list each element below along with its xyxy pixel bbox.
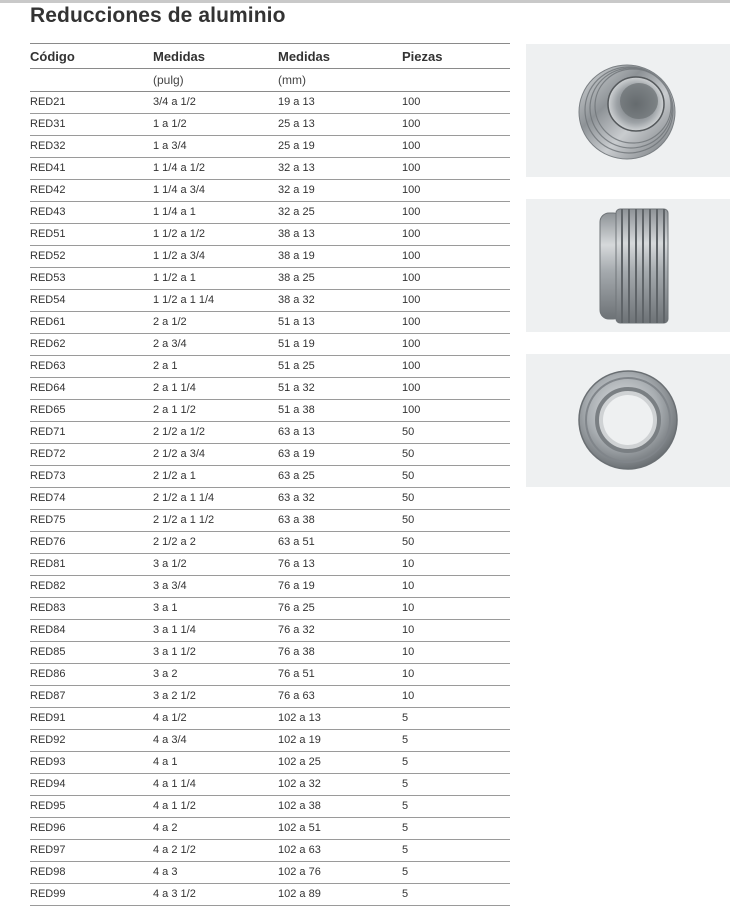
cell-codigo: RED76 — [30, 536, 66, 548]
cell-piezas: 50 — [402, 492, 415, 504]
cell-medidas-pulg: 2 1/2 a 1/2 — [153, 426, 205, 438]
table-row — [30, 444, 510, 466]
cell-medidas-pulg: 1 1/2 a 1 — [153, 272, 196, 284]
cell-medidas-pulg: 1 1/4 a 1 — [153, 206, 196, 218]
cell-piezas: 100 — [402, 206, 421, 218]
cell-medidas-mm: 38 a 32 — [278, 294, 315, 306]
cell-codigo: RED21 — [30, 96, 66, 108]
cell-medidas-mm: 102 a 76 — [278, 866, 321, 878]
table-row — [30, 400, 510, 422]
header-piezas: Piezas — [402, 49, 443, 64]
cell-medidas-pulg: 2 1/2 a 1 — [153, 470, 196, 482]
cell-medidas-mm: 32 a 13 — [278, 162, 315, 174]
cell-medidas-mm: 76 a 38 — [278, 646, 315, 658]
cell-piezas: 10 — [402, 602, 415, 614]
cell-medidas-mm: 63 a 19 — [278, 448, 315, 460]
cell-codigo: RED74 — [30, 492, 66, 504]
cell-codigo: RED81 — [30, 558, 66, 570]
table-row — [30, 708, 510, 730]
cell-piezas: 10 — [402, 668, 415, 680]
cell-piezas: 100 — [402, 96, 421, 108]
table-row — [30, 202, 510, 224]
table-row — [30, 378, 510, 400]
header-medidas-pulg: Medidas — [153, 49, 206, 64]
table-row — [30, 664, 510, 686]
cell-medidas-pulg: 2 a 1 — [153, 360, 178, 372]
cell-codigo: RED64 — [30, 382, 66, 394]
cell-medidas-pulg: 3 a 1 1/2 — [153, 646, 196, 658]
cell-medidas-pulg: 1 a 1/2 — [153, 118, 187, 130]
cell-medidas-mm: 38 a 19 — [278, 250, 315, 262]
table-row — [30, 246, 510, 268]
cell-piezas: 100 — [402, 228, 421, 240]
cell-medidas-mm: 63 a 38 — [278, 514, 315, 526]
cell-codigo: RED75 — [30, 514, 66, 526]
table-row — [30, 466, 510, 488]
cell-codigo: RED82 — [30, 580, 66, 592]
cell-piezas: 5 — [402, 844, 409, 856]
header-medidas-mm: Medidas — [278, 49, 331, 64]
cell-medidas-pulg: 1 1/2 a 1/2 — [153, 228, 205, 240]
cell-codigo: RED32 — [30, 140, 66, 152]
cell-medidas-mm: 32 a 25 — [278, 206, 315, 218]
cell-medidas-mm: 102 a 32 — [278, 778, 321, 790]
table-body — [30, 92, 510, 906]
cell-medidas-mm: 63 a 32 — [278, 492, 315, 504]
cell-piezas: 5 — [402, 756, 409, 768]
table-row — [30, 356, 510, 378]
cell-medidas-pulg: 2 1/2 a 1 1/4 — [153, 492, 215, 504]
cell-medidas-pulg: 2 1/2 a 2 — [153, 536, 196, 548]
subheader-mm: (mm) — [278, 73, 306, 87]
cell-piezas: 50 — [402, 536, 415, 548]
cell-medidas-mm: 76 a 25 — [278, 602, 315, 614]
cell-medidas-pulg: 4 a 2 — [153, 822, 178, 834]
table-row — [30, 510, 510, 532]
cell-piezas: 10 — [402, 646, 415, 658]
cell-medidas-pulg: 2 a 3/4 — [153, 338, 187, 350]
cell-medidas-mm: 32 a 19 — [278, 184, 315, 196]
cell-piezas: 100 — [402, 360, 421, 372]
cell-piezas: 100 — [402, 316, 421, 328]
table-row — [30, 840, 510, 862]
cell-medidas-mm: 76 a 13 — [278, 558, 315, 570]
cell-medidas-pulg: 4 a 1 — [153, 756, 178, 768]
cell-codigo: RED63 — [30, 360, 66, 372]
cell-medidas-pulg: 2 a 1 1/4 — [153, 382, 196, 394]
cell-medidas-pulg: 4 a 1 1/4 — [153, 778, 196, 790]
table-row — [30, 774, 510, 796]
table-row — [30, 554, 510, 576]
table-row — [30, 818, 510, 840]
table-row — [30, 290, 510, 312]
cell-piezas: 100 — [402, 250, 421, 262]
table-row — [30, 422, 510, 444]
cell-piezas: 100 — [402, 294, 421, 306]
cell-medidas-pulg: 1 1/2 a 1 1/4 — [153, 294, 215, 306]
cell-medidas-pulg: 2 1/2 a 3/4 — [153, 448, 205, 460]
cell-codigo: RED42 — [30, 184, 66, 196]
table-row — [30, 158, 510, 180]
cell-piezas: 100 — [402, 184, 421, 196]
cell-medidas-mm: 102 a 51 — [278, 822, 321, 834]
cell-medidas-pulg: 3 a 1/2 — [153, 558, 187, 570]
cell-codigo: RED83 — [30, 602, 66, 614]
cell-medidas-mm: 38 a 13 — [278, 228, 315, 240]
cell-codigo: RED97 — [30, 844, 66, 856]
cell-piezas: 50 — [402, 448, 415, 460]
cell-piezas: 50 — [402, 514, 415, 526]
cell-medidas-pulg: 3 a 1 1/4 — [153, 624, 196, 636]
cell-piezas: 10 — [402, 580, 415, 592]
cell-codigo: RED43 — [30, 206, 66, 218]
cell-piezas: 50 — [402, 470, 415, 482]
cell-piezas: 100 — [402, 382, 421, 394]
cell-medidas-pulg: 1 1/2 a 3/4 — [153, 250, 205, 262]
cell-piezas: 5 — [402, 866, 409, 878]
table-row — [30, 224, 510, 246]
page-title: Reducciones de aluminio — [30, 4, 286, 27]
cell-medidas-mm: 19 a 13 — [278, 96, 315, 108]
cell-medidas-mm: 51 a 25 — [278, 360, 315, 372]
reducer-angled-image — [526, 44, 730, 177]
table-row — [30, 488, 510, 510]
table-row — [30, 532, 510, 554]
cell-codigo: RED94 — [30, 778, 66, 790]
cell-piezas: 100 — [402, 118, 421, 130]
cell-medidas-mm: 38 a 25 — [278, 272, 315, 284]
table-row — [30, 642, 510, 664]
cell-medidas-pulg: 2 1/2 a 1 1/2 — [153, 514, 215, 526]
cell-piezas: 5 — [402, 778, 409, 790]
cell-medidas-mm: 76 a 51 — [278, 668, 315, 680]
table-row — [30, 312, 510, 334]
table-row — [30, 268, 510, 290]
cell-codigo: RED85 — [30, 646, 66, 658]
cell-medidas-mm: 102 a 63 — [278, 844, 321, 856]
table-subheader — [30, 69, 510, 92]
cell-medidas-pulg: 1 a 3/4 — [153, 140, 187, 152]
cell-medidas-mm: 76 a 63 — [278, 690, 315, 702]
cell-medidas-pulg: 2 a 1 1/2 — [153, 404, 196, 416]
cell-piezas: 100 — [402, 338, 421, 350]
cell-piezas: 5 — [402, 822, 409, 834]
cell-piezas: 100 — [402, 404, 421, 416]
cell-medidas-pulg: 4 a 2 1/2 — [153, 844, 196, 856]
cell-codigo: RED73 — [30, 470, 66, 482]
table-header — [30, 43, 510, 69]
cell-medidas-mm: 102 a 25 — [278, 756, 321, 768]
cell-medidas-mm: 25 a 13 — [278, 118, 315, 130]
cell-piezas: 5 — [402, 888, 409, 900]
reducer-side-image — [526, 199, 730, 332]
table-row — [30, 92, 510, 114]
cell-medidas-pulg: 3/4 a 1/2 — [153, 96, 196, 108]
top-rule — [0, 0, 730, 3]
table-row — [30, 686, 510, 708]
cell-medidas-mm: 51 a 19 — [278, 338, 315, 350]
reducer-front-photo — [526, 354, 730, 487]
cell-codigo: RED54 — [30, 294, 66, 306]
cell-piezas: 5 — [402, 800, 409, 812]
cell-codigo: RED98 — [30, 866, 66, 878]
table-row — [30, 730, 510, 752]
cell-codigo: RED96 — [30, 822, 66, 834]
cell-piezas: 5 — [402, 712, 409, 724]
cell-codigo: RED72 — [30, 448, 66, 460]
cell-medidas-pulg: 4 a 3 1/2 — [153, 888, 196, 900]
cell-codigo: RED87 — [30, 690, 66, 702]
cell-codigo: RED51 — [30, 228, 66, 240]
cell-codigo: RED92 — [30, 734, 66, 746]
table-row — [30, 180, 510, 202]
table-row — [30, 752, 510, 774]
cell-medidas-pulg: 4 a 1/2 — [153, 712, 187, 724]
cell-piezas: 5 — [402, 734, 409, 746]
cell-medidas-pulg: 1 1/4 a 3/4 — [153, 184, 205, 196]
table-row — [30, 620, 510, 642]
cell-medidas-pulg: 1 1/4 a 1/2 — [153, 162, 205, 174]
product-table — [30, 43, 510, 906]
cell-medidas-mm: 102 a 89 — [278, 888, 321, 900]
table-row — [30, 862, 510, 884]
cell-medidas-pulg: 2 a 1/2 — [153, 316, 187, 328]
cell-codigo: RED62 — [30, 338, 66, 350]
table-row — [30, 334, 510, 356]
cell-piezas: 100 — [402, 162, 421, 174]
table-row — [30, 796, 510, 818]
cell-codigo: RED61 — [30, 316, 66, 328]
cell-codigo: RED95 — [30, 800, 66, 812]
cell-medidas-pulg: 4 a 1 1/2 — [153, 800, 196, 812]
cell-medidas-pulg: 3 a 1 — [153, 602, 178, 614]
cell-medidas-pulg: 4 a 3 — [153, 866, 178, 878]
cell-medidas-mm: 51 a 38 — [278, 404, 315, 416]
table-row — [30, 598, 510, 620]
cell-medidas-mm: 76 a 19 — [278, 580, 315, 592]
cell-medidas-pulg: 4 a 3/4 — [153, 734, 187, 746]
cell-medidas-mm: 63 a 25 — [278, 470, 315, 482]
table-row — [30, 114, 510, 136]
cell-codigo: RED65 — [30, 404, 66, 416]
cell-codigo: RED71 — [30, 426, 66, 438]
cell-medidas-mm: 102 a 13 — [278, 712, 321, 724]
cell-medidas-pulg: 3 a 3/4 — [153, 580, 187, 592]
cell-medidas-mm: 63 a 13 — [278, 426, 315, 438]
cell-codigo: RED52 — [30, 250, 66, 262]
cell-medidas-mm: 102 a 19 — [278, 734, 321, 746]
cell-codigo: RED93 — [30, 756, 66, 768]
cell-piezas: 10 — [402, 558, 415, 570]
table-row — [30, 576, 510, 598]
cell-codigo: RED84 — [30, 624, 66, 636]
cell-codigo: RED86 — [30, 668, 66, 680]
cell-medidas-pulg: 3 a 2 — [153, 668, 178, 680]
reducer-angled-photo — [526, 44, 730, 177]
cell-codigo: RED99 — [30, 888, 66, 900]
cell-medidas-mm: 102 a 38 — [278, 800, 321, 812]
cell-codigo: RED41 — [30, 162, 66, 174]
subheader-pulg: (pulg) — [153, 73, 184, 87]
cell-codigo: RED91 — [30, 712, 66, 724]
table-row — [30, 884, 510, 906]
cell-piezas: 10 — [402, 624, 415, 636]
cell-medidas-mm: 63 a 51 — [278, 536, 315, 548]
cell-piezas: 10 — [402, 690, 415, 702]
cell-medidas-mm: 51 a 13 — [278, 316, 315, 328]
cell-medidas-mm: 76 a 32 — [278, 624, 315, 636]
header-codigo: Código — [30, 49, 75, 64]
cell-piezas: 100 — [402, 140, 421, 152]
reducer-front-image — [526, 354, 730, 487]
cell-piezas: 50 — [402, 426, 415, 438]
cell-medidas-mm: 25 a 19 — [278, 140, 315, 152]
reducer-side-photo — [526, 199, 730, 332]
cell-medidas-mm: 51 a 32 — [278, 382, 315, 394]
cell-piezas: 100 — [402, 272, 421, 284]
cell-codigo: RED53 — [30, 272, 66, 284]
cell-codigo: RED31 — [30, 118, 66, 130]
table-row — [30, 136, 510, 158]
cell-medidas-pulg: 3 a 2 1/2 — [153, 690, 196, 702]
